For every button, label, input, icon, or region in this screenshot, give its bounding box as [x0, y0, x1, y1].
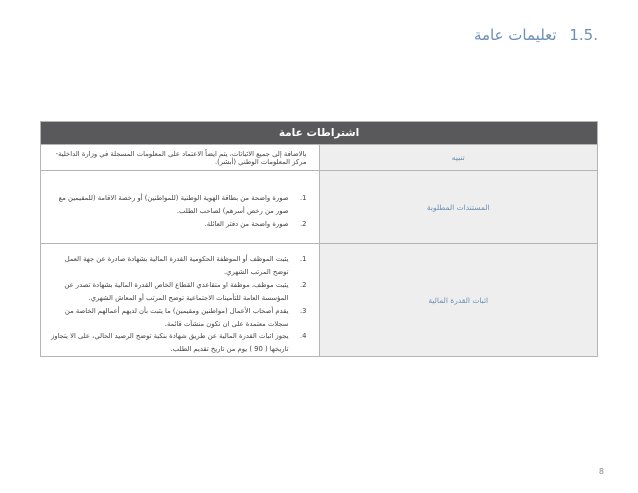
table-row — [41, 145, 598, 171]
list-item-text: يثبت الموظف أو الموظفة الحكومية القدرة المالية بشهادة صادرة عن جهة العمل توضح المرتب الشهري. — [64, 255, 289, 276]
section-heading — [474, 26, 598, 44]
notice-text: بالاضافة إلى جميع الاثباتات، يتم ايضاً الاعتماد على المعلومات المسجلة في وزارة الداخلية-مركز المعلومات الوطني (أبشر). — [41, 145, 320, 171]
list-item — [49, 192, 307, 218]
list-item-text: يجوز اثبات القدرة المالية عن طريق شهادة بنكية توضح الرصيد الحالي، على الا يتجاوز تاريخها ( 90 ) يوم من تاريخ تقديم الطلب. — [50, 332, 289, 354]
list-item-number: .1 — [300, 194, 307, 202]
row-label-financial-proof: اثبات القدرة المالية — [319, 244, 598, 357]
list-item — [49, 218, 307, 231]
list-item — [49, 253, 307, 279]
list-item-number: .4 — [300, 332, 307, 341]
list-item-text: يقدم أصحاب الأعمال (مواطنين ومقيمين) ما يثبت بأن لديهم أعمالهم الخاصة من سجلات معتمدة على ان تكون منشآت قائمة. — [64, 306, 289, 328]
list-item-text: صورة واضحة من دفتر العائلة. — [204, 219, 289, 228]
table-row — [41, 244, 598, 357]
financial-proof-cell — [41, 244, 320, 357]
general-requirements-table — [40, 121, 598, 357]
list-item-number: .3 — [300, 306, 307, 315]
list-item — [49, 279, 307, 305]
section-title: تعليمات عامة — [473, 26, 557, 44]
section-number: .1.5 — [569, 26, 598, 44]
row-label-notice: تنبيه — [319, 145, 598, 171]
list-item-number: .1 — [300, 255, 307, 263]
list-item-number: .2 — [300, 280, 307, 289]
list-item — [49, 330, 307, 356]
list-item-number: .2 — [300, 219, 307, 228]
list-item-text: صورة واضحة من بطاقة الهوية الوطنية (للمواطنين) أو رخصة الاقامة (للمقيمين مع صور من رخص أسرهم) لصاحب الطلب. — [58, 194, 289, 215]
table-header: اشتراطات عامة — [41, 122, 598, 145]
list-item — [49, 305, 307, 331]
table-row — [41, 171, 598, 244]
required-documents-cell — [41, 171, 320, 244]
financial-proof-list — [49, 244, 307, 356]
list-item-text: يثبت موظف، موظفة او متقاعدي القطاع الخاص القدرة المالية بشهادة تصدر عن المؤسسة العامة للتأمينات الاجتماعية توضح المرتب أو المعاش الشهري. — [64, 280, 289, 302]
row-label-required-documents: المستندات المطلوبة — [319, 171, 598, 244]
page-number: 8 — [598, 467, 604, 476]
required-documents-list — [49, 171, 307, 231]
